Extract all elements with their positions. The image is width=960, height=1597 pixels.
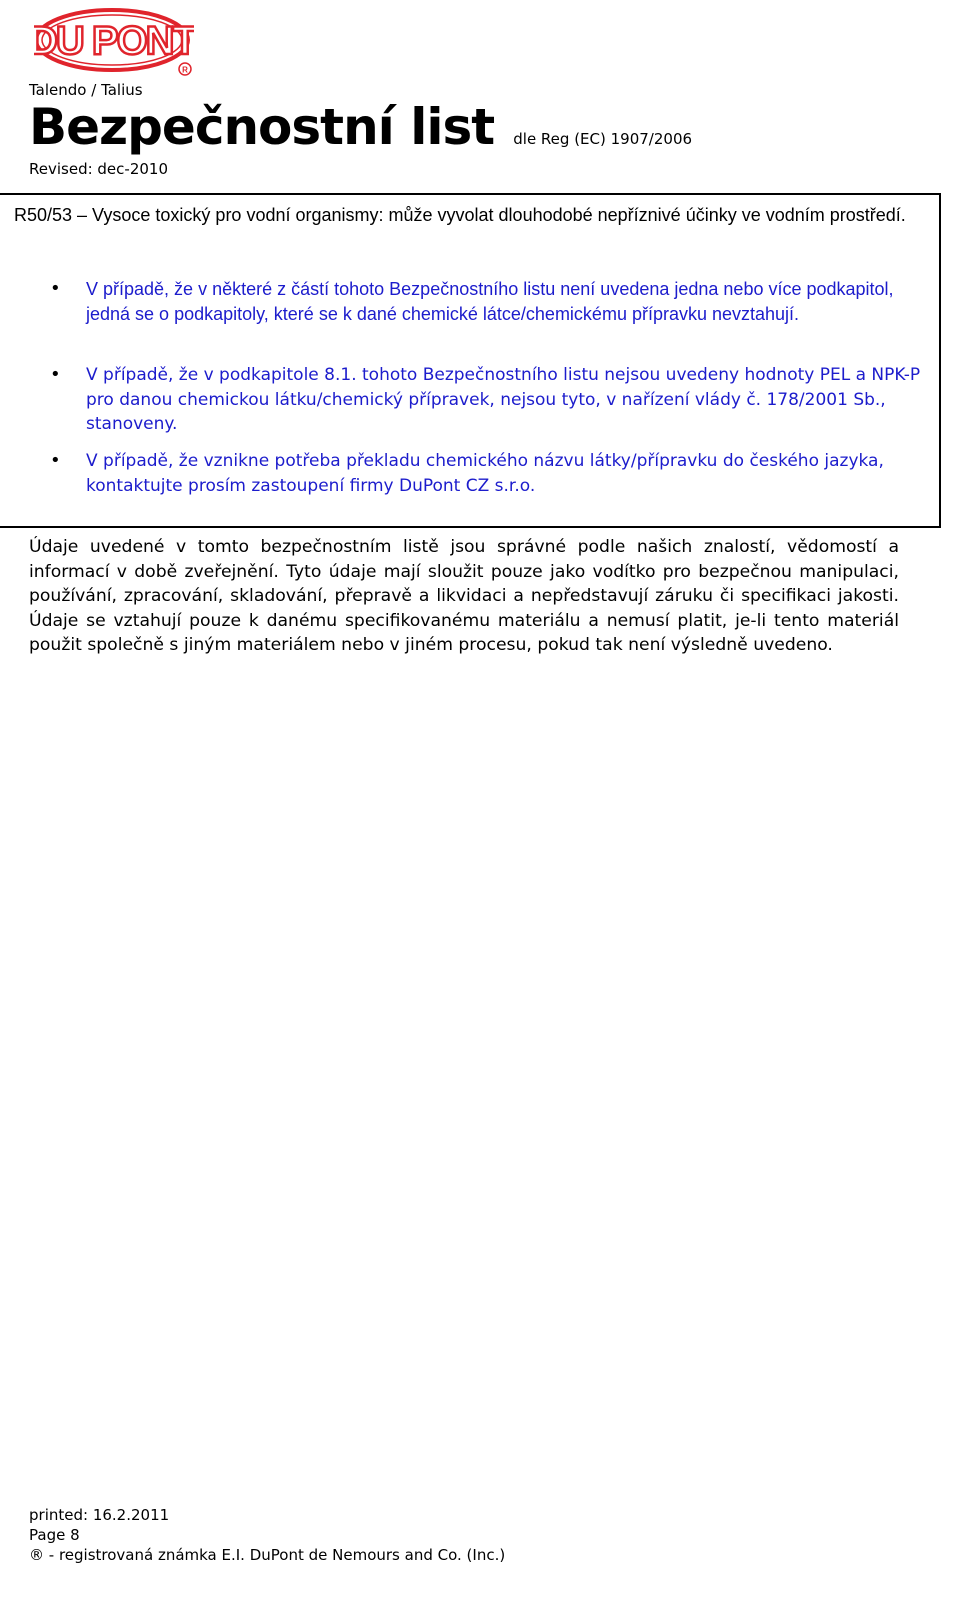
svg-text:DU PONT: DU PONT (34, 19, 194, 63)
bullet-text: V případě, že v některé z částí tohoto Bezpečnostního listu není uvedena jedna nebo více podkapitol, jedná se o podkapitoly, které se k dané chemické látce/chemickému přípravku nevztahují. (86, 279, 894, 324)
bullet-icon: • (50, 364, 61, 385)
printed-date: printed: 16.2.2011 (29, 1506, 170, 1524)
trademark-note: ® - registrovaná známka E.I. DuPont de Nemours and Co. (Inc.) (29, 1546, 506, 1564)
bullet-icon: • (50, 450, 61, 471)
revision-date: Revised: dec-2010 (29, 160, 168, 178)
svg-text:R: R (182, 65, 188, 75)
product-name: Talendo / Talius (29, 81, 143, 99)
bullet-text: V případě, že v podkapitole 8.1. tohoto Bezpečnostního listu nejsou uvedeny hodnoty PEL a NPK-P pro danou chemickou látku/chemický přípravek, nejsou tyto, v nařízení vlády č. 178/2001 Sb., stanoveny. (86, 365, 921, 434)
r-phrase-text: R50/53 – Vysoce toxický pro vodní organismy: může vyvolat dlouhodobé nepříznivé účinky ve vodním prostředí. (14, 205, 906, 225)
disclaimer-paragraph: Údaje uvedené v tomto bezpečnostním listě jsou správné podle našich znalostí, vědomostí a informací v době zveřejnění. Tyto údaje mají sloužit pouze jako vodítko pro bezpečnou manipulaci, používání, zpracování, skladování, přepravě a likvidaci a nepředstavují záruku či specifikaci jakosti. Údaje se vztahují pouze k danému specifikovanému materiálu a nemusí platit, je-li tento materiál použit společně s jiným materiálem nebo v jiném procesu, pokud tak není výsledně uvedeno. (29, 537, 899, 655)
page-number: Page 8 (29, 1526, 80, 1544)
notes-box (0, 193, 941, 528)
bullet-text: V případě, že vznikne potřeba překladu chemického názvu látky/přípravku do českého jazyka, kontaktujte prosím zastoupení firmy DuPont CZ s.r.o. (86, 451, 884, 496)
document-title-row (29, 98, 692, 156)
dupont-logo (34, 8, 194, 76)
page-footer (29, 1505, 505, 1565)
bullet-icon: • (50, 278, 61, 299)
dupont-oval-logo-icon (34, 8, 194, 76)
regulation-reference: dle Reg (EC) 1907/2006 (513, 130, 693, 148)
document-title: Bezpečnostní list (29, 98, 495, 156)
